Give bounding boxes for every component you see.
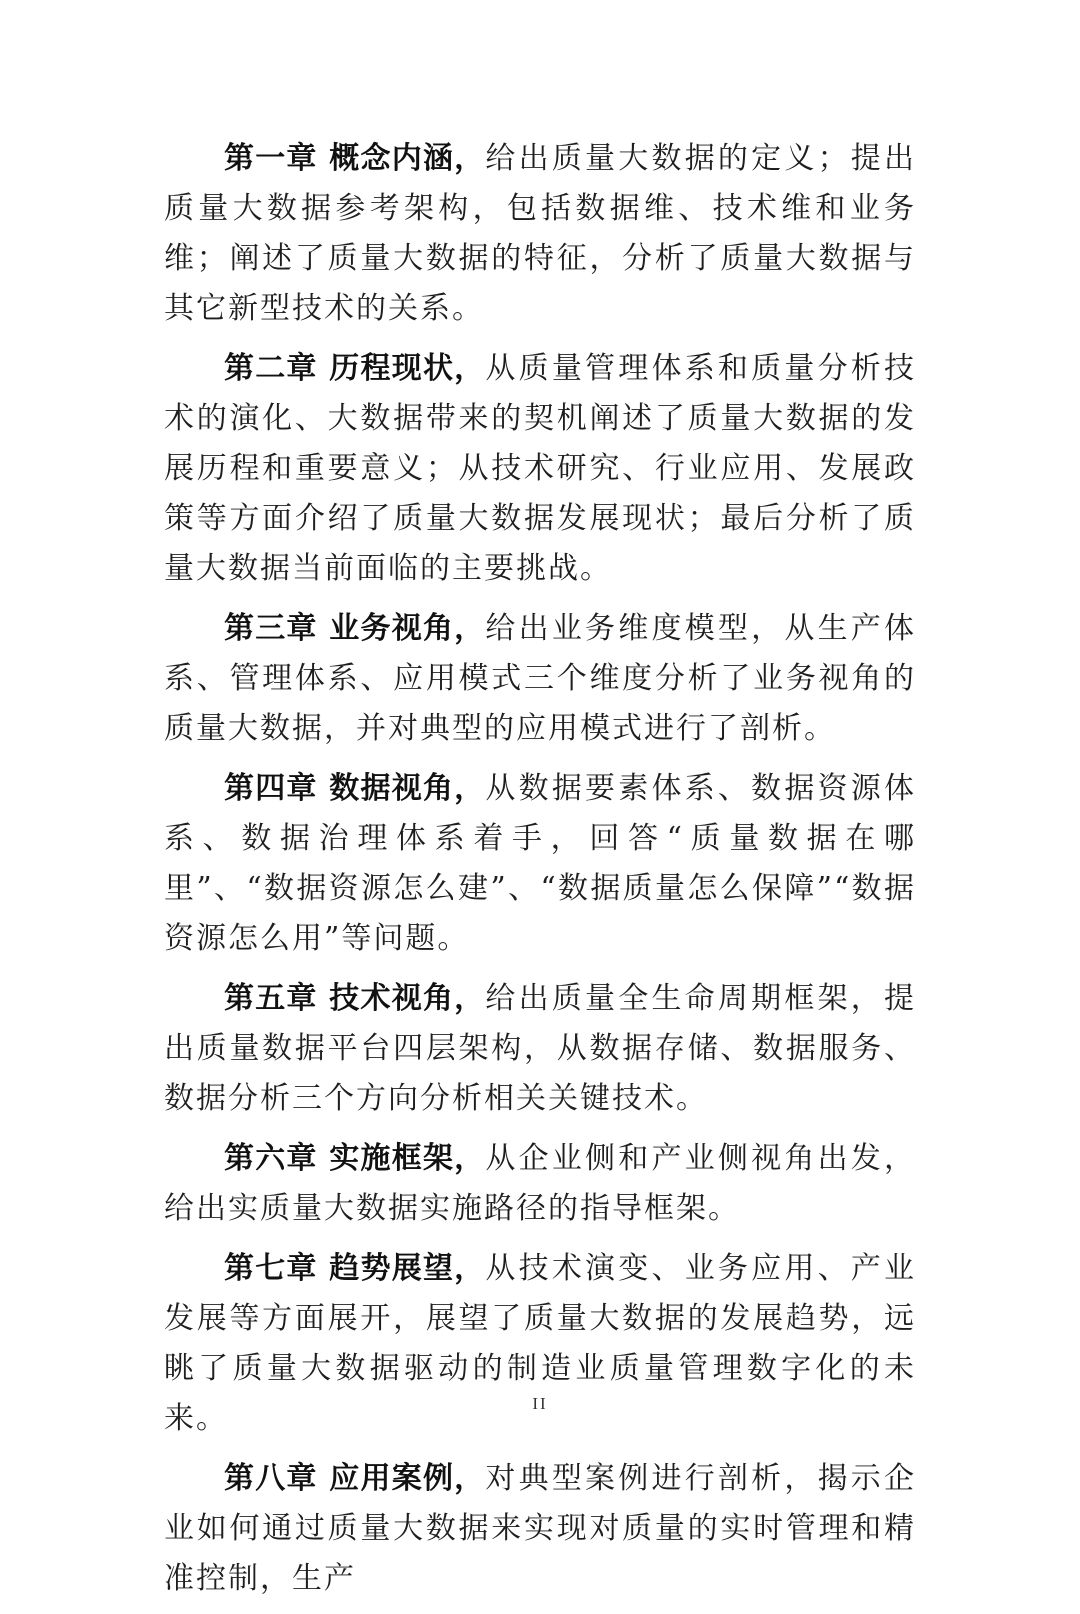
chapter-2-text: 从质量管理体系和质量分析技术的演化、大数据带来的契机阐述了质量大数据的发展历程和重要意义；从技术研究、行业应用、发展政策等方面介绍了质量大数据发展现状；最后分析了质量大数据当前面临的主要挑战。: [164, 351, 917, 586]
chapter-4-paragraph: [164, 764, 916, 964]
page-number: II: [532, 1394, 548, 1413]
chapter-1-paragraph: [164, 134, 916, 334]
chapter-5-heading: 第五章 技术视角，: [224, 981, 486, 1016]
chapter-3-text: 给出业务维度模型，从生产体系、管理体系、应用模式三个维度分析了业务视角的质量大数据，并对典型的应用模式进行了剖析。: [164, 611, 917, 746]
body-text: [164, 134, 916, 1614]
chapter-4-text: 从数据要素体系、数据资源体系、数据治理体系着手，回答“质量数据在哪里”、“数据资源怎么建”、“数据质量怎么保障”“数据资源怎么用”等问题。: [164, 771, 917, 956]
chapter-7-text: 从技术演变、业务应用、产业发展等方面展开，展望了质量大数据的发展趋势，远眺了质量大数据驱动的制造业质量管理数字化的未来。: [164, 1251, 917, 1436]
chapter-1-text: 给出质量大数据的定义；提出质量大数据参考架构，包括数据维、技术维和业务维；阐述了质量大数据的特征，分析了质量大数据与其它新型技术的关系。: [164, 141, 917, 326]
chapter-4-heading: 第四章 数据视角，: [224, 771, 486, 806]
chapter-2-paragraph: [164, 344, 916, 594]
chapter-5-text: 给出质量全生命周期框架，提出质量数据平台四层架构，从数据存储、数据服务、数据分析三个方向分析相关关键技术。: [164, 981, 917, 1116]
chapter-6-paragraph: [164, 1134, 916, 1234]
chapter-5-paragraph: [164, 974, 916, 1124]
chapter-3-heading: 第三章 业务视角，: [224, 611, 486, 646]
chapter-2-heading: 第二章 历程现状，: [224, 351, 486, 386]
chapter-6-heading: 第六章 实施框架，: [224, 1141, 486, 1176]
chapter-7-heading: 第七章 趋势展望，: [224, 1251, 486, 1286]
chapter-7-paragraph: [164, 1244, 916, 1444]
chapter-8-paragraph: [164, 1454, 916, 1604]
chapter-3-paragraph: [164, 604, 916, 754]
chapter-1-heading: 第一章 概念内涵，: [224, 141, 486, 176]
chapter-6-text: 从企业侧和产业侧视角出发，给出实质量大数据实施路径的指导框架。: [164, 1141, 917, 1226]
chapter-8-text: 对典型案例进行剖析，揭示企业如何通过质量大数据来实现对质量的实时管理和精准控制，生产: [164, 1461, 917, 1596]
chapter-8-heading: 第八章 应用案例，: [224, 1461, 486, 1496]
